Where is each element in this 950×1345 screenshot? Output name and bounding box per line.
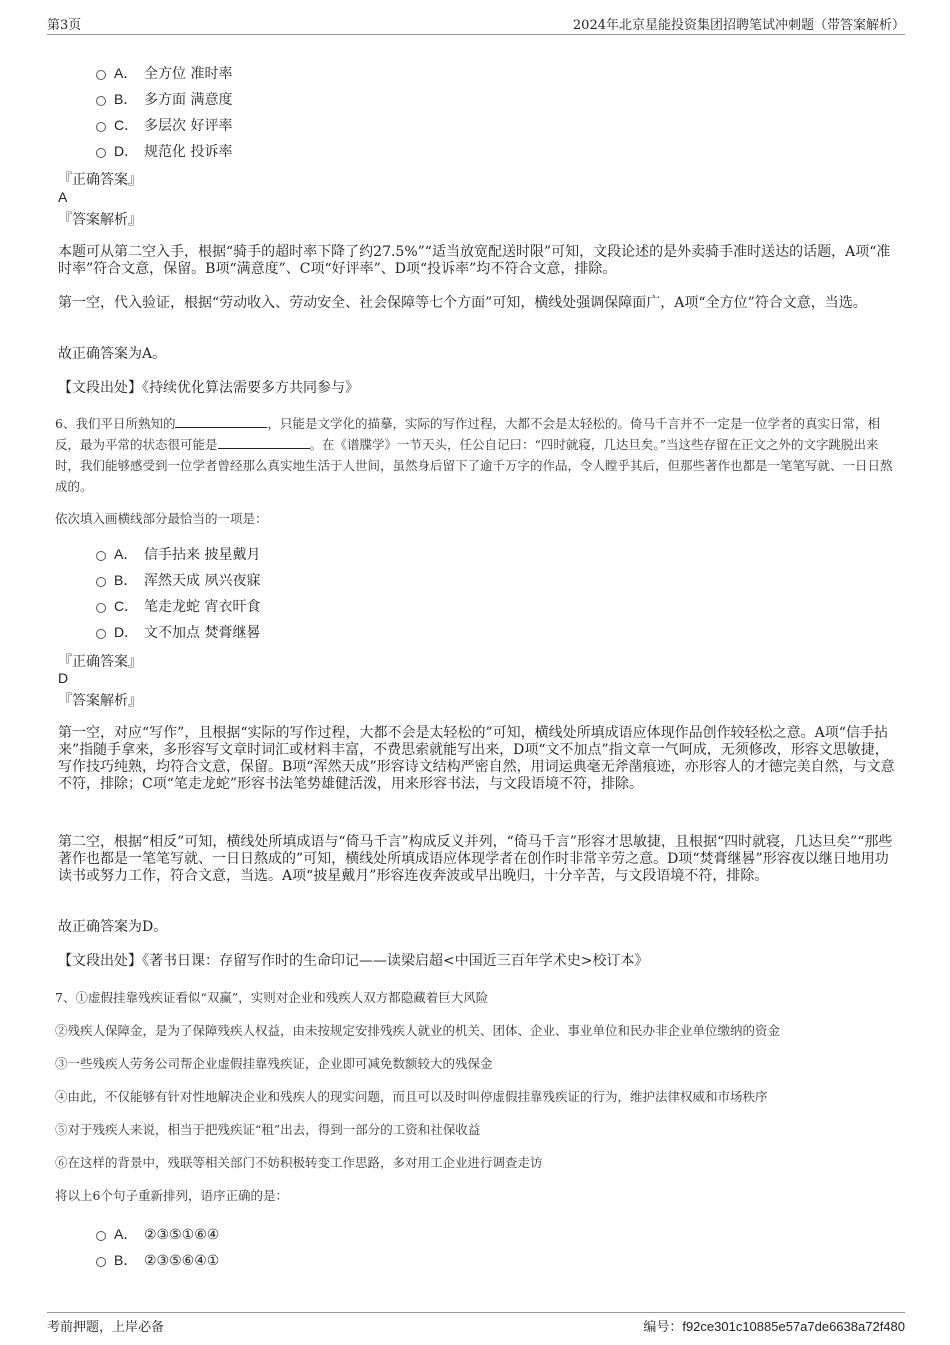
- sentence-1: 7、①虚假挂靠残疾证看似“双赢”，实则对企业和残疾人双方都隐藏着巨大风险: [55, 990, 489, 1005]
- option-key: C．: [114, 117, 139, 133]
- question-prompt: 将以上6个句子重新排列，语序正确的是：: [55, 1188, 288, 1203]
- radio-icon[interactable]: [96, 96, 106, 106]
- option-a[interactable]: [96, 63, 232, 85]
- analysis-label: 『答案解析』: [58, 693, 142, 709]
- option-key: D．: [114, 624, 139, 640]
- option-text: 文不加点 焚膏继晷: [144, 625, 261, 641]
- answer-label: 『正确答案』: [58, 654, 142, 670]
- sentence-2: ②残疾人保障金，是为了保障残疾人权益，由未按规定安排残疾人就业的机关、团体、企业、事业单位和民办非企业单位缴纳的资金: [55, 1023, 781, 1038]
- analysis-paragraph: 第一空，对应“写作”，且根据“实际的写作过程，大都不会是太轻松的”可知，横线处所填成语应体现作品创作较轻松之意。A项“信手拈来”指随手拿来，多形容写文章时词汇或材料丰富，不费思索就能写出来，D项“文不加点”指文章一气呵成，无须修改，形容文思敏捷，写作技巧纯熟，均符合文意，保留。B项“浑然天成”形容诗文结构严密自然，用词运典毫无斧凿痕迹，亦形容人的才德完美自然，与文意不符，排除；C项“笔走龙蛇”形容书法笔势雄健活泼，用来形容书法，与文段语境不符，排除。: [58, 725, 895, 792]
- option-b[interactable]: [96, 570, 260, 592]
- sentence-6: ⑥在这样的背景中，残联等相关部门不妨积极转变工作思路，多对用工企业进行调查走访: [55, 1155, 543, 1170]
- option-b[interactable]: [96, 1250, 219, 1272]
- option-key: B．: [114, 91, 138, 107]
- analysis-paragraph: 第二空，根据“相反”可知，横线处所填成语与“倚马千言”构成反义并列，“倚马千言”形容才思敏捷，且根据“四时就寝，几达旦矣”“那些著作也都是一笔笔写就、一日日熬成的”可知，横线处所填成语应体现学者在创作时非常辛劳之意。D项“焚膏继晷”形容夜以继日地用功读书或努力工作，符合文意，当选。A项“披星戴月”形容连夜奔波或早出晚归，十分辛苦，与文段语境不符，排除。: [58, 834, 893, 884]
- radio-icon[interactable]: [96, 603, 106, 613]
- radio-icon[interactable]: [96, 148, 106, 158]
- option-text: 规范化 投诉率: [144, 144, 233, 160]
- analysis-conclusion: 故正确答案为A。: [58, 346, 167, 362]
- answer-label: 『正确答案』: [58, 172, 142, 188]
- page-number: 第3页: [47, 18, 82, 33]
- radio-icon[interactable]: [96, 1257, 106, 1267]
- radio-icon[interactable]: [96, 577, 106, 587]
- page-header: [47, 12, 905, 35]
- fill-blank: [175, 415, 267, 428]
- document-title: 2024年北京星能投资集团招聘笔试冲刺题（带答案解析）: [572, 18, 905, 33]
- source-citation: 【文段出处】《著书日课：存留写作时的生命印记——读梁启超<中国近三百年学术史>校订本》: [58, 953, 649, 969]
- footer-slogan: 考前押题，上岸必备: [47, 1320, 165, 1335]
- radio-icon[interactable]: [96, 629, 106, 639]
- radio-icon[interactable]: [96, 70, 106, 80]
- analysis-label: 『答案解析』: [58, 212, 142, 228]
- option-text: 信手拈来 披星戴月: [144, 547, 261, 563]
- option-text: ②③⑤①⑥④: [144, 1227, 220, 1243]
- option-a[interactable]: [96, 544, 260, 566]
- radio-icon[interactable]: [96, 551, 106, 561]
- page-footer: [47, 1312, 905, 1335]
- source-citation: 【文段出处】《持续优化算法需要多方共同参与》: [58, 380, 359, 396]
- fill-blank: [218, 436, 310, 449]
- option-text: 笔走龙蛇 宵衣旰食: [144, 599, 261, 615]
- option-text: ②③⑤⑥④①: [144, 1253, 220, 1269]
- option-text: 浑然天成 夙兴夜寐: [144, 573, 261, 589]
- option-text: 多层次 好评率: [144, 118, 233, 134]
- correct-answer: A: [58, 189, 68, 205]
- option-a[interactable]: [96, 1224, 219, 1246]
- option-text: 多方面 满意度: [144, 92, 233, 108]
- option-text: 全方位 准时率: [144, 66, 233, 82]
- option-b[interactable]: [96, 89, 232, 111]
- option-d[interactable]: [96, 622, 260, 644]
- radio-icon[interactable]: [96, 1231, 106, 1241]
- option-c[interactable]: [96, 596, 260, 618]
- question-prompt: 依次填入画横线部分最恰当的一项是：: [55, 511, 268, 526]
- option-key: A．: [114, 546, 138, 562]
- question-stem: 6、我们平日所熟知的 ，只能是文学化的描摹，实际的写作过程，大都不会是太轻松的。倚马千言并不一定是一位学者的真实日常，相反，最为平常的状态很可能是 。在《谱牒学》一节天头，任公自记曰：“四时就寝，几达旦矣。”当这些存留在正文之外的文字跳脱出来时，我们能够感受到一位学者曾经那么真实地生活于人世间，虽然身后留下了逾千万字的作品，令人瞠乎其后，但那些著作也都是一笔笔写就、一日日熬成的。: [55, 416, 893, 494]
- radio-icon[interactable]: [96, 122, 106, 132]
- option-d[interactable]: [96, 141, 232, 163]
- correct-answer: D: [58, 670, 69, 686]
- sentence-5: ⑤对于残疾人来说，相当于把残疾证“租”出去，得到一部分的工资和社保收益: [55, 1122, 481, 1137]
- option-c[interactable]: [96, 115, 232, 137]
- option-key: B．: [114, 572, 138, 588]
- option-key: A．: [114, 1226, 138, 1242]
- analysis-conclusion: 故正确答案为D。: [58, 919, 168, 935]
- option-key: D．: [114, 143, 139, 159]
- analysis-paragraph: 第一空，代入验证，根据“劳动收入、劳动安全、社会保障等七个方面”可知，横线处强调保障面广，A项“全方位”符合文意，当选。: [58, 295, 867, 311]
- option-key: B．: [114, 1252, 138, 1268]
- option-key: A．: [114, 65, 138, 81]
- document-id: 编号：f92ce301c10885e57a7de6638a72f480: [643, 1319, 905, 1334]
- option-key: C．: [114, 598, 139, 614]
- sentence-3: ③一些残疾人劳务公司帮企业虚假挂靠残疾证，企业即可减免数额较大的残保金: [55, 1056, 493, 1071]
- sentence-4: ④由此，不仅能够有针对性地解决企业和残疾人的现实问题，而且可以及时叫停虚假挂靠残疾证的行为，维护法律权威和市场秩序: [55, 1089, 768, 1104]
- analysis-paragraph: 本题可从第二空入手，根据“骑手的超时率下降了约27.5%”“适当放宽配送时限”可知，文段论述的是外卖骑手准时送达的话题，A项“准时率”符合文意，保留。B项“满意度”、C项“好评率”、D项“投诉率”均不符合文意，排除。: [58, 244, 891, 277]
